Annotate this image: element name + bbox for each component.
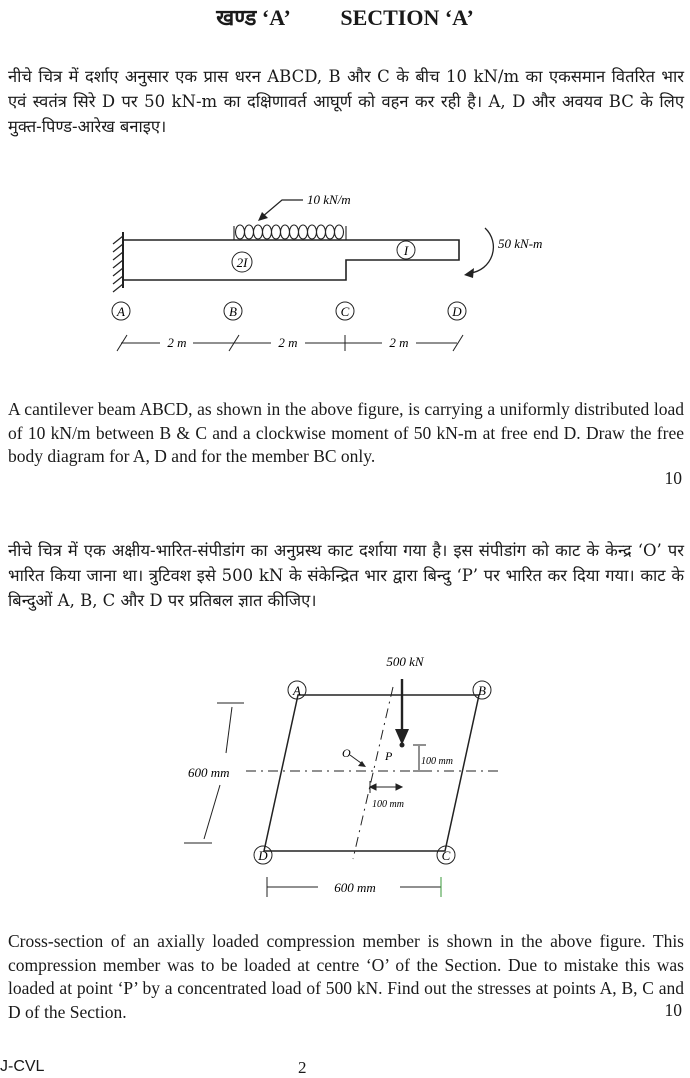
point-c-label: C: [340, 304, 350, 319]
section-heading-hindi: खण्ड ‘A’: [216, 5, 291, 30]
corner-b-label: B: [478, 683, 486, 698]
height-label: 600 mm: [188, 765, 230, 780]
q2-hindi-text: नीचे चित्र में एक अक्षीय-भारित-संपीडांग का अनुप्रस्थ काट दर्शाया गया है। इस संपीडांग को काट के केन्द्र ‘O’ पर भारित किया जाना था। त्रुटिवश इसे 500 kN के संकेन्द्रित भार द्वारा बिन्दु ‘P’ पर भारित कर दिया गया। काट के बिन्दुओं A, B, C और D पर प्रतिबल ज्ञात कीजिए।: [8, 541, 684, 610]
udl-coils: [233, 223, 346, 240]
cantilever-beam-figure: [0, 180, 690, 360]
q1-english-text: A cantilever beam ABCD, as shown in the above figure, is carrying a uniformly distributed load of 10 kN/m between B & C and a clockwise moment of 50 kN-m at free end D. Draw the free body diagram for A, D and for the member BC only.: [8, 399, 684, 466]
moment-arrow: [470, 228, 493, 273]
span-cd-label: 2 m: [389, 335, 409, 350]
point-p-label: P: [385, 749, 393, 763]
corner-d-label: D: [258, 848, 268, 863]
span-ab-label: 2 m: [167, 335, 187, 350]
q1-hindi-text: नीचे चित्र में दर्शाए अनुसार एक प्रास धरन ABCD, B और C के बीच 10 kN/m का एकसमान वितरित भार एवं स्वतंत्र सिरे D पर 50 kN-m का दक्षिणावर्त आघूर्ण को वहन कर रही है। A, D और अवयव BC के लिए मुक्त-पिण्ड-आरेख बनाइए।: [8, 67, 684, 136]
ecc-y-label: 100 mm: [421, 756, 453, 767]
vertical-centreline: [353, 687, 393, 859]
point-labels: [112, 302, 466, 320]
moment-label: 50 kN-m: [498, 236, 543, 251]
point-p-marker: [400, 743, 405, 748]
load-label: 500 kN: [386, 654, 424, 669]
point-d-label: D: [452, 304, 462, 319]
point-a-label: A: [117, 304, 125, 319]
footer-code: J-CVL: [0, 1058, 45, 1075]
inertia-left-label: 2I: [236, 255, 248, 270]
corner-c-label: C: [441, 848, 451, 863]
ecc-x-label: 100 mm: [372, 799, 404, 810]
width-label: 600 mm: [334, 880, 376, 895]
section-outline: [264, 695, 479, 851]
q1-marks: 10: [664, 468, 682, 488]
centre-o-label: O: [342, 746, 351, 760]
q2-english-text: Cross-section of an axially loaded compression member is shown in the above figure. This compression member was to be loaded at centre ‘O’ of the Section. Due to mistake this was loaded at point ‘P’ by a concentrated load of 500 kN. Find out the stresses at points A, B, C and D of the Section.: [8, 931, 684, 1022]
ecc-x-dimension: [370, 781, 402, 793]
inertia-right-label: I: [403, 243, 409, 258]
point-b-label: B: [229, 304, 237, 319]
cross-section-figure: [0, 645, 690, 905]
span-bc-label: 2 m: [278, 335, 298, 350]
udl-leader-arrow: [262, 200, 303, 217]
udl-label: 10 kN/m: [307, 192, 351, 207]
section-heading: [0, 2, 690, 32]
page-number: 2: [298, 1058, 307, 1077]
section-heading-english: SECTION ‘A’: [340, 5, 474, 30]
beam-outline: [123, 240, 459, 280]
q2-marks: 10: [664, 1000, 682, 1020]
fixed-support: [113, 232, 123, 292]
corner-a-label: A: [293, 683, 301, 698]
